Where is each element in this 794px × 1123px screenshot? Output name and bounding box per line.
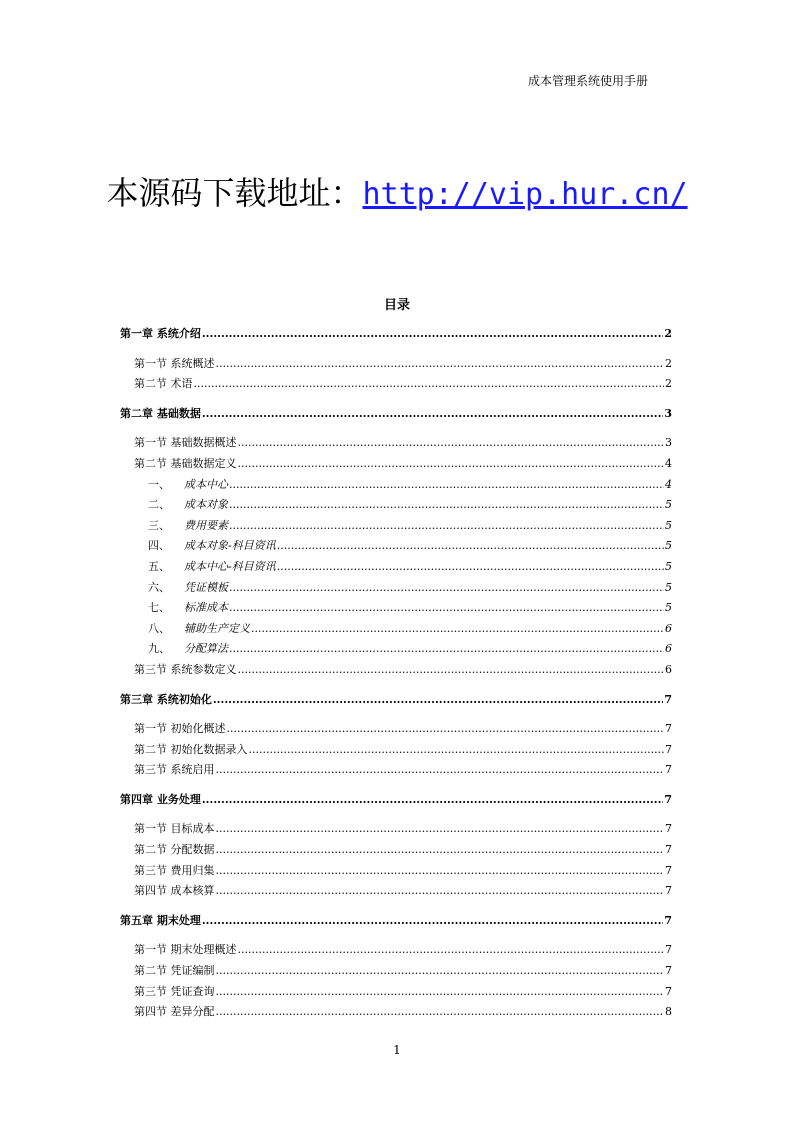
toc-entry-page: 4	[665, 456, 672, 470]
toc-entry-page: 2	[664, 327, 672, 340]
toc-entry-sub[interactable]	[120, 557, 672, 578]
toc-entry-sub[interactable]	[120, 516, 672, 537]
toc-entry-page: 7	[665, 763, 672, 777]
toc-dot-leader	[216, 1002, 665, 1023]
toc-entry-text: 分配算法	[184, 642, 228, 656]
toc-entry-page: 3	[665, 436, 672, 450]
toc-entry-text: 成本对象-科目资讯	[184, 539, 276, 553]
toc-entry-page: 7	[665, 863, 672, 877]
toc-entry-section[interactable]	[120, 819, 672, 840]
toc-entry-page: 7	[664, 792, 672, 806]
toc-entry-label: 第一节 目标成本	[134, 822, 215, 836]
toc-entry-number: 三、	[148, 518, 170, 532]
toc-dot-leader	[229, 578, 664, 599]
toc-dot-leader	[229, 475, 664, 496]
toc-entry-page: 7	[665, 943, 672, 957]
toc-dot-leader	[213, 690, 664, 711]
toc-entry-number: 一、	[148, 477, 170, 491]
toc-entry-page: 7	[665, 843, 672, 857]
toc-entry-page: 7	[665, 884, 672, 898]
toc-entry-number: 四、	[148, 539, 170, 553]
toc-dot-leader	[194, 374, 665, 395]
toc-dot-leader	[251, 619, 664, 640]
toc-dot-leader	[216, 881, 665, 902]
toc-dot-leader	[216, 760, 665, 781]
download-link[interactable]: http://vip.hur.cn/	[362, 177, 688, 212]
toc-entry-label: 第一节 系统概述	[134, 356, 215, 370]
toc-entry-sub[interactable]	[120, 619, 672, 640]
toc-entry-label: 第三章 系统初始化	[120, 692, 212, 706]
toc-entry-section[interactable]	[120, 861, 672, 882]
toc-entry-page: 5	[665, 498, 672, 512]
toc-entry-page: 7	[665, 742, 672, 756]
toc-dot-leader	[249, 740, 665, 761]
toc-dot-leader	[238, 433, 665, 454]
toc-dot-leader	[229, 495, 664, 516]
toc-entry-label	[148, 495, 228, 516]
toc-entry-page: 5	[665, 559, 672, 573]
toc-entry-page: 7	[665, 984, 672, 998]
toc-entry-section[interactable]	[120, 374, 672, 395]
toc-entry-label: 第二节 基础数据定义	[134, 456, 237, 470]
toc-entry-chapter[interactable]	[120, 690, 672, 711]
toc-dot-leader	[202, 790, 664, 811]
toc-dot-leader	[229, 598, 664, 619]
toc-entry-chapter[interactable]	[120, 911, 672, 932]
toc-entry-section[interactable]	[120, 881, 672, 902]
toc-dot-leader	[227, 719, 665, 740]
toc-entry-chapter[interactable]	[120, 404, 672, 425]
toc-entry-label	[148, 639, 228, 660]
toc-entry-label	[148, 598, 228, 619]
toc-entry-section[interactable]	[120, 719, 672, 740]
toc-entry-page: 4	[665, 477, 672, 491]
toc-entry-label: 第二节 术语	[134, 377, 193, 391]
toc-entry-label: 第四章 业务处理	[120, 792, 201, 806]
toc-entry-page: 5	[665, 580, 672, 594]
toc-dot-leader	[277, 536, 664, 557]
toc-dot-leader	[216, 982, 665, 1003]
toc-entry-number: 八、	[148, 621, 170, 635]
toc-dot-leader	[238, 454, 665, 475]
toc-entry-text: 费用要素	[184, 518, 228, 532]
toc-entry-section[interactable]	[120, 740, 672, 761]
toc-entry-page: 6	[665, 662, 672, 676]
toc-dot-leader	[216, 354, 665, 375]
toc-dot-leader	[238, 660, 665, 681]
toc-entry-number: 六、	[148, 580, 170, 594]
toc-entry-section[interactable]	[120, 354, 672, 375]
toc-entry-number: 五、	[148, 559, 170, 573]
toc-entry-section[interactable]	[120, 982, 672, 1003]
toc-entry-text: 辅助生产定义	[184, 621, 250, 635]
toc-entry-page: 5	[665, 518, 672, 532]
download-banner	[0, 168, 794, 214]
toc-entry-sub[interactable]	[120, 495, 672, 516]
toc-entry-label: 第二章 基础数据	[120, 406, 201, 420]
toc-dot-leader	[202, 911, 664, 932]
toc-entry-page: 7	[664, 913, 672, 927]
toc-entry-page: 6	[665, 621, 672, 635]
toc-dot-leader	[216, 861, 665, 882]
toc-entry-label: 第一章 系统介绍	[120, 327, 201, 340]
toc-entry-label	[148, 557, 276, 578]
toc-entry-section[interactable]	[120, 940, 672, 961]
toc-entry-label: 第三节 系统参数定义	[134, 662, 237, 676]
toc-entry-chapter[interactable]	[120, 324, 672, 345]
toc-entry-page: 3	[664, 406, 672, 420]
toc-entry-label	[148, 475, 228, 496]
toc-entry-number: 七、	[148, 601, 170, 615]
toc-entry-page: 7	[665, 964, 672, 978]
toc-entry-text: 凭证模板	[184, 580, 228, 594]
toc-entry-label: 第一节 基础数据概述	[134, 436, 237, 450]
toc-entry-label: 第三节 凭证查询	[134, 984, 215, 998]
toc-entry-page: 7	[665, 722, 672, 736]
toc-entry-text: 成本对象	[184, 498, 228, 512]
toc-entry-label: 第五章 期末处理	[120, 913, 201, 927]
toc-dot-leader	[216, 840, 665, 861]
toc-entry-number: 九、	[148, 642, 170, 656]
toc-entry-text: 成本中心-科目资讯	[184, 559, 276, 573]
page-number: 1	[393, 1043, 401, 1057]
toc-entry-page: 6	[665, 642, 672, 656]
toc-dot-leader	[216, 961, 665, 982]
banner-text: 本源码下载地址：	[106, 174, 363, 212]
toc-entry-number: 二、	[148, 498, 170, 512]
toc-entry-sub[interactable]	[120, 475, 672, 496]
toc-entry-label: 第三节 系统启用	[134, 763, 215, 777]
toc-dot-leader	[277, 557, 664, 578]
toc-entry-label	[148, 536, 276, 557]
toc-entry-text: 标准成本	[184, 601, 228, 615]
toc-title: 目录	[383, 298, 410, 313]
toc-entry-label	[148, 516, 228, 537]
toc-entry-section[interactable]	[120, 760, 672, 781]
toc-entry-section[interactable]	[120, 433, 672, 454]
toc-entry-section[interactable]	[120, 660, 672, 681]
toc-entry-page: 2	[665, 356, 672, 370]
toc-entry-page: 7	[664, 692, 672, 706]
table-of-contents	[120, 324, 672, 1023]
toc-entry-page: 8	[665, 1005, 672, 1019]
toc-entry-label	[148, 619, 250, 640]
toc-entry-chapter[interactable]	[120, 790, 672, 811]
toc-entry-label: 第二节 凭证编制	[134, 964, 215, 978]
toc-entry-label: 第一节 初始化概述	[134, 722, 226, 736]
toc-entry-section[interactable]	[120, 1002, 672, 1023]
toc-entry-section[interactable]	[120, 454, 672, 475]
toc-entry-sub[interactable]	[120, 639, 672, 660]
toc-dot-leader	[202, 404, 664, 425]
toc-entry-label	[148, 578, 228, 599]
toc-entry-page: 2	[665, 377, 672, 391]
toc-entry-page: 5	[665, 601, 672, 615]
toc-entry-label: 第二节 分配数据	[134, 843, 215, 857]
toc-entry-label: 第二节 初始化数据录入	[134, 742, 248, 756]
toc-entry-sub[interactable]	[120, 598, 672, 619]
toc-dot-leader	[202, 324, 664, 345]
toc-entry-label: 第三节 费用归集	[134, 863, 215, 877]
toc-entry-label: 第一节 期末处理概述	[134, 943, 237, 957]
toc-dot-leader	[216, 819, 665, 840]
toc-entry-text: 成本中心	[184, 477, 228, 491]
toc-entry-page: 7	[665, 822, 672, 836]
toc-entry-label: 第四节 成本核算	[134, 884, 215, 898]
toc-entry-section[interactable]	[120, 961, 672, 982]
toc-dot-leader	[238, 940, 665, 961]
toc-entry-sub[interactable]	[120, 578, 672, 599]
running-header: 成本管理系统使用手册	[527, 74, 648, 88]
toc-entry-sub[interactable]	[120, 536, 672, 557]
toc-dot-leader	[229, 639, 664, 660]
toc-dot-leader	[229, 516, 664, 537]
toc-entry-page: 5	[665, 539, 672, 553]
toc-entry-section[interactable]	[120, 840, 672, 861]
toc-entry-label: 第四节 差异分配	[134, 1005, 215, 1019]
